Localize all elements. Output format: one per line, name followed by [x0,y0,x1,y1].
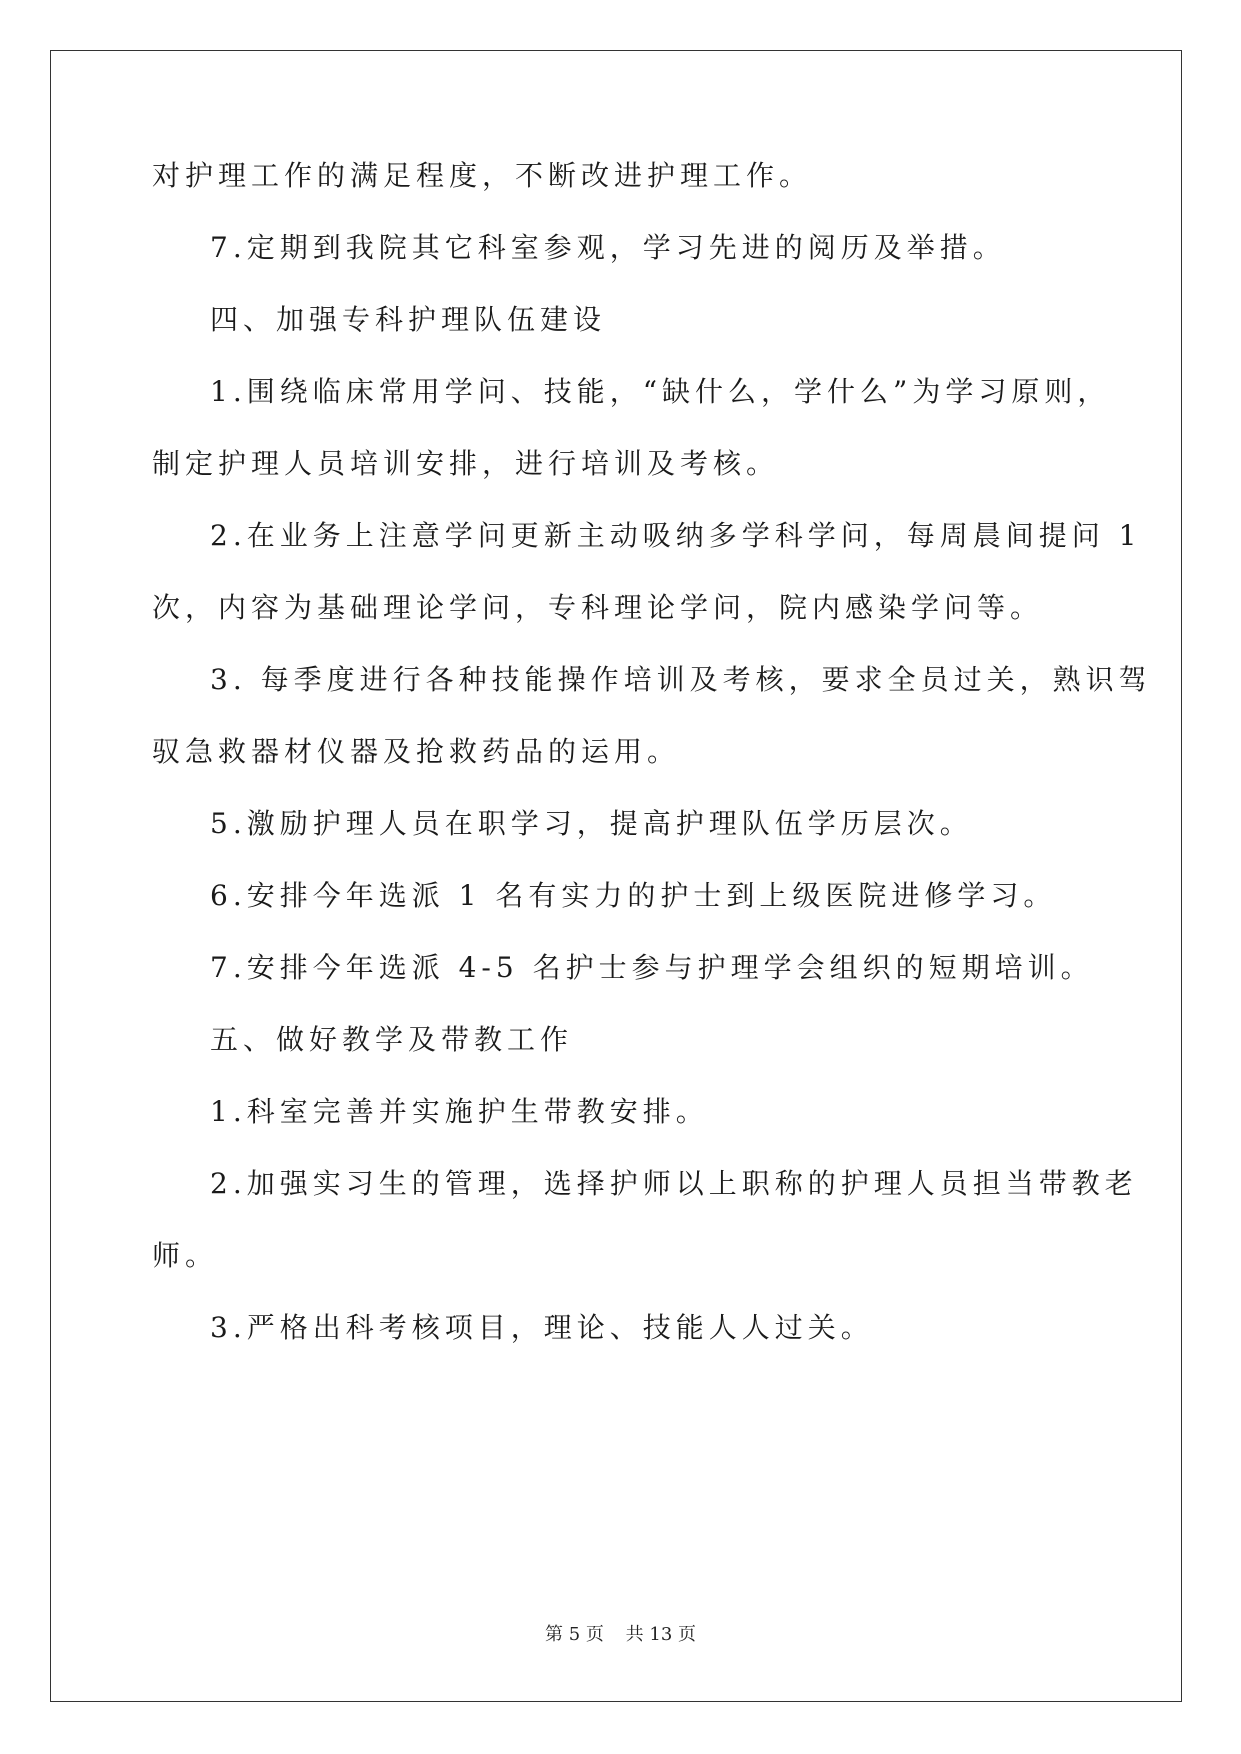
text-line: 驭急救器材仪器及抢救药品的运用。 [152,735,681,768]
text-line: 6.安排今年选派 1 名有实力的护士到上级医院进修学习。 [210,879,1057,912]
page-number: 第 5 页 [545,1624,604,1645]
text-line: 3. 每季度进行各种技能操作培训及考核，要求全员过关，熟识驾 [210,663,1152,696]
text-line: 2.在业务上注意学问更新主动吸纳多学科学问，每周晨间提问 1 [210,519,1142,552]
section-heading: 五、做好教学及带教工作 [210,1023,574,1056]
page-total: 共 13 页 [625,1624,696,1645]
text-line: 对护理工作的满足程度，不断改进护理工作。 [152,159,813,192]
text-line: 1.围绕临床常用学问、技能，“缺什么，学什么”为学习原则， [210,375,1111,408]
text-line: 7.安排今年选派 4-5 名护士参与护理学会组织的短期培训。 [210,951,1094,984]
text-line: 1.科室完善并实施护生带教安排。 [210,1095,709,1128]
text-line: 3.严格出科考核项目，理论、技能人人过关。 [210,1311,874,1344]
text-line: 5.激励护理人员在职学习，提高护理队伍学历层次。 [210,807,973,840]
text-line: 次，内容为基础理论学问，专科理论学问，院内感染学问等。 [152,591,1044,624]
text-line: 2.加强实习生的管理，选择护师以上职称的护理人员担当带教老 [210,1167,1138,1200]
page-footer [0,1620,1241,1646]
text-line: 师。 [152,1239,219,1272]
text-line: 7.定期到我院其它科室参观，学习先进的阅历及举措。 [210,231,1006,264]
section-heading: 四、加强专科护理队伍建设 [210,303,607,336]
text-line: 制定护理人员培训安排，进行培训及考核。 [152,447,780,480]
